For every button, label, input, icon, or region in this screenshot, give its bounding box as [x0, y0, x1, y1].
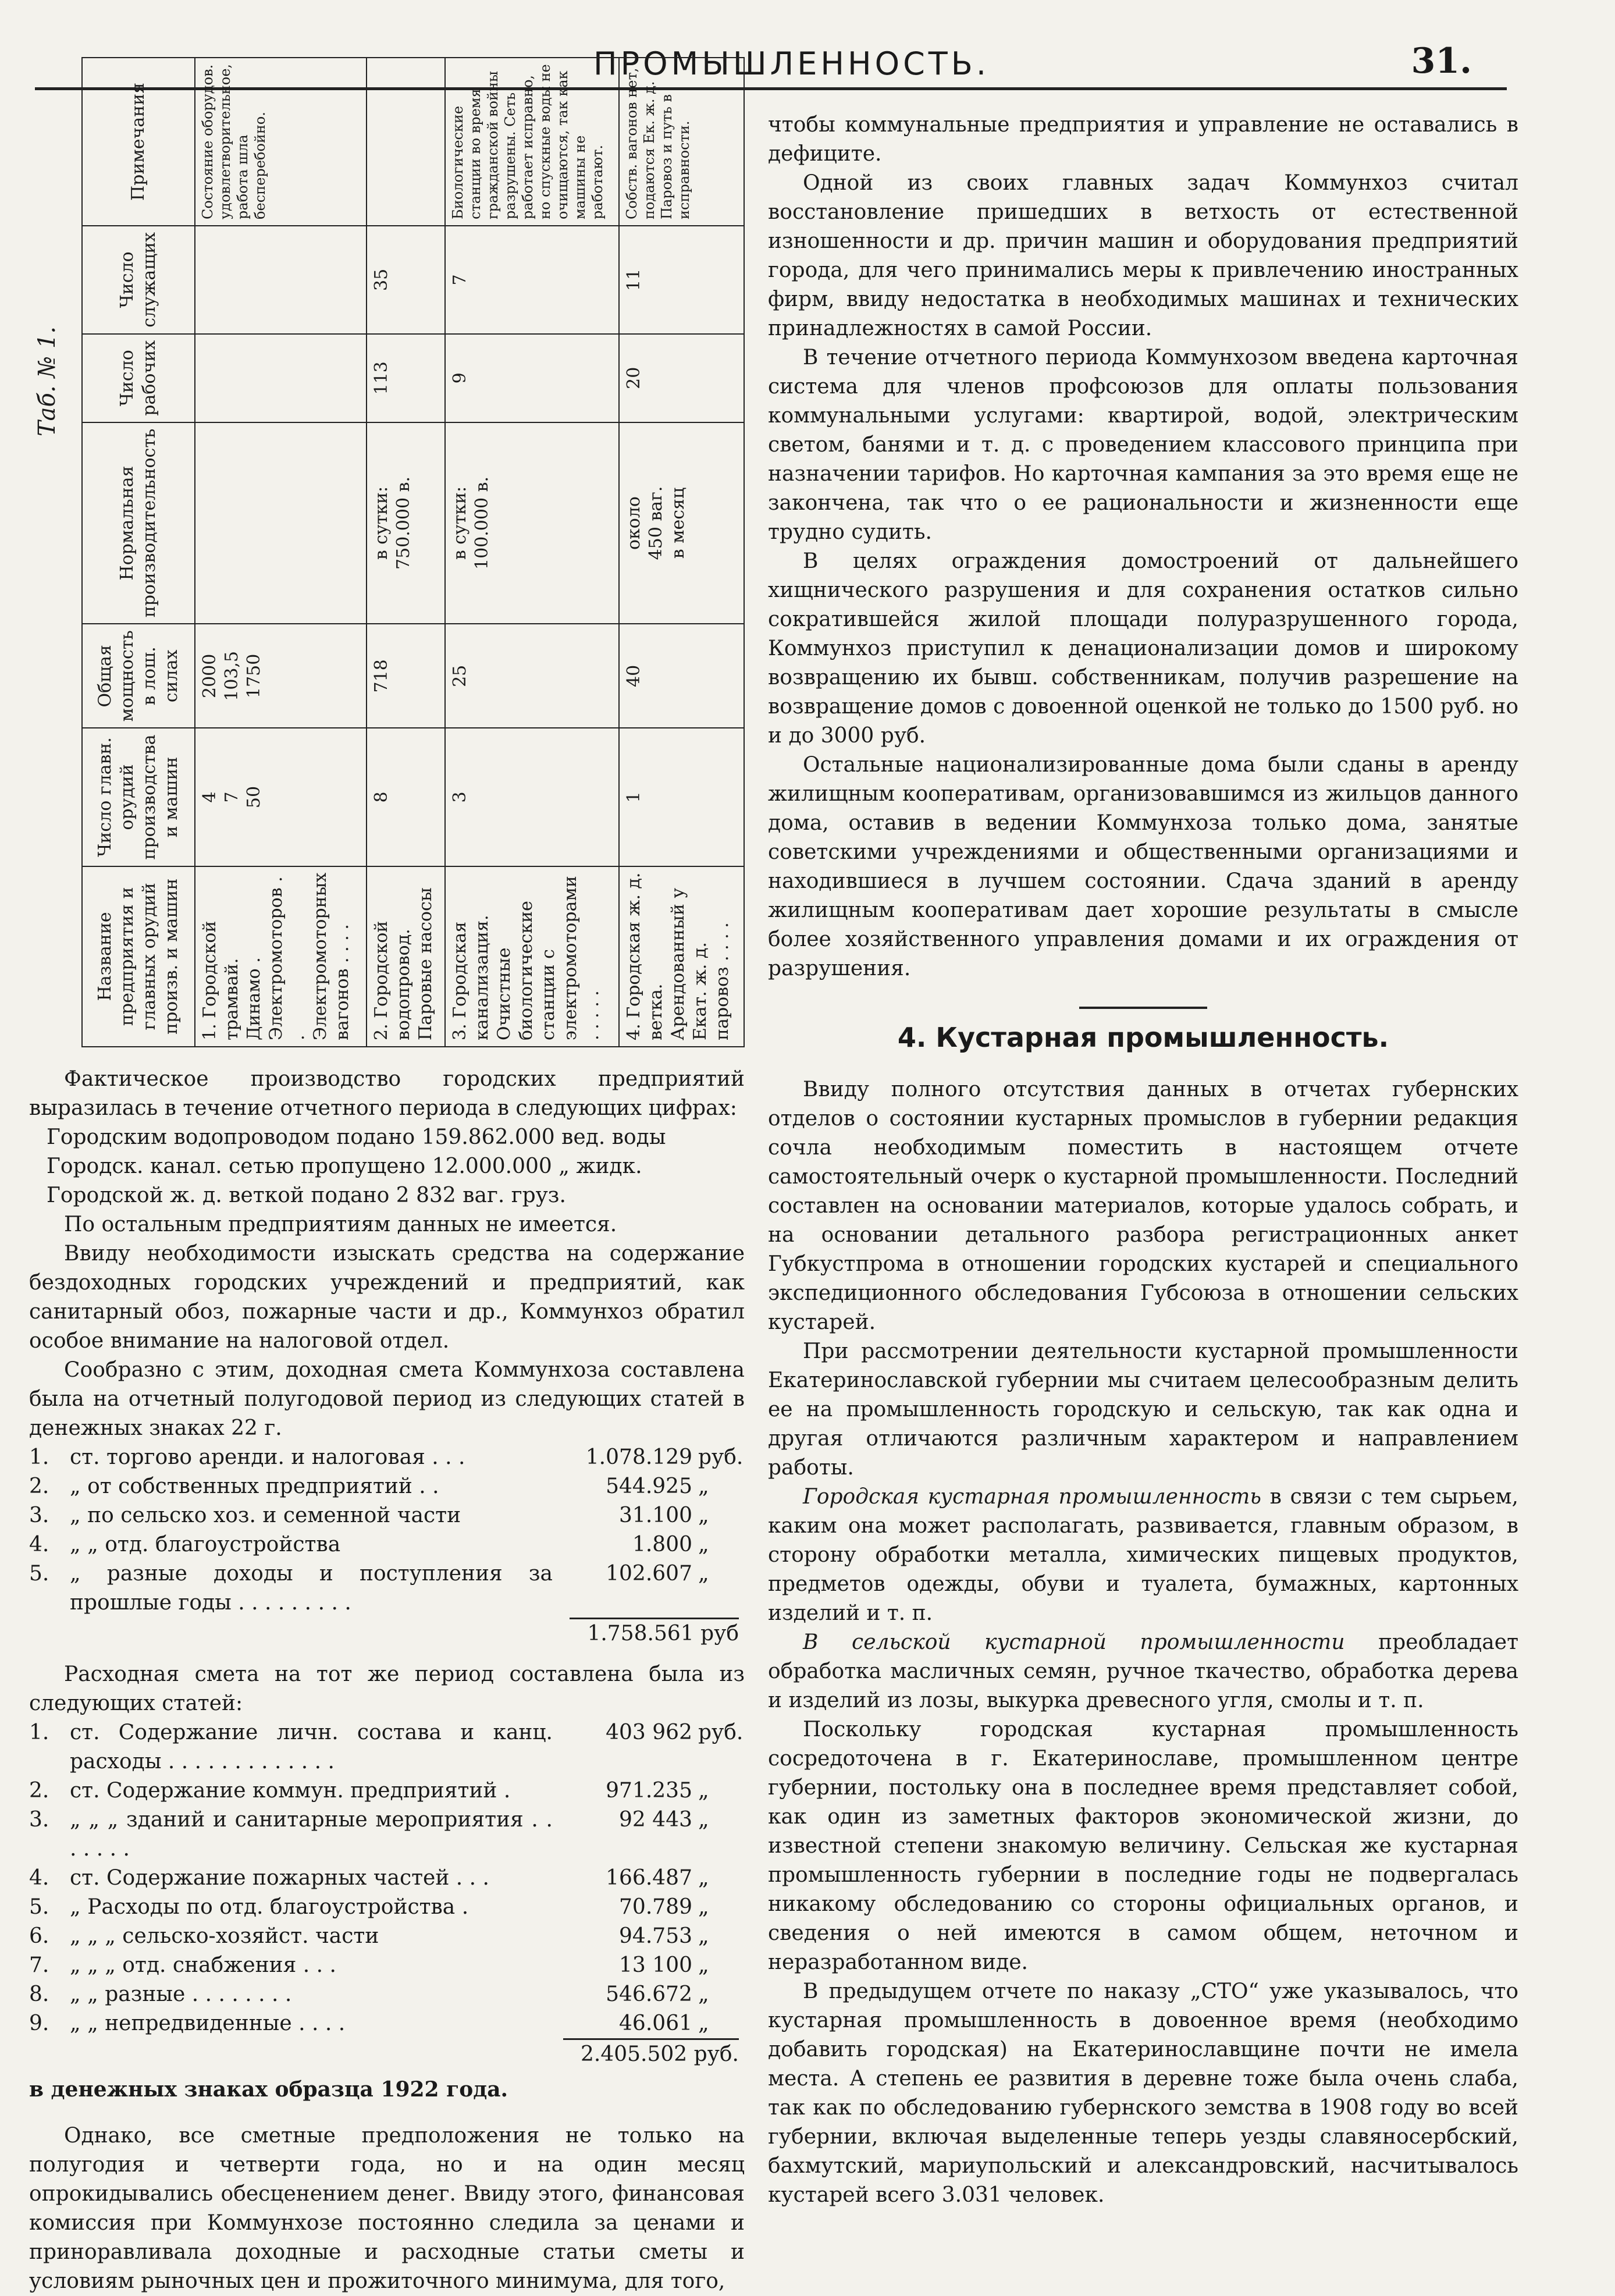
- list-item: [29, 1922, 745, 1951]
- paragraph: Расходная смета на тот же период составлена была из следующих статей:: [29, 1662, 745, 1715]
- table-cell: 4 7 50: [195, 728, 367, 866]
- table-cell: Биологические станции во время гражданской войны разрушены. Сеть работает исправно, но спускные воды не очищаются, так как машины не работают.: [445, 58, 619, 226]
- table-cell: 718: [367, 624, 445, 728]
- item-unit: „: [698, 1474, 709, 1498]
- item-amount: 971.235: [606, 1779, 692, 1803]
- item-text: „ разные доходы и поступления за прошлые годы . . . . . . . . .: [70, 1562, 553, 1615]
- item-amount: 70.789: [619, 1895, 692, 1919]
- paragraph: Остальные национализированные дома были сданы в аренду жилищным кооперативам, организовавшимся из жильцов данного дома, оставив в ведении Коммунхоза только дома, занятые советскими учреждениями и общественными организациями и находившиеся в лучшем состоянии. Сдача зданий в аренду жилищным кооперативам дает хорошие результаты в смысле более хозяйственного управления домами и их ограждения от разрушения.: [768, 753, 1518, 980]
- list-item: [29, 1472, 745, 1501]
- table-cell: 113: [367, 334, 445, 422]
- table-cell: 1. Городской трамвай. Динамо . Электромоторов . . Электромоторных вагонов . . . .: [195, 866, 367, 1047]
- paragraph: Одной из своих главных задач Коммунхоз считал восстановление пришедших в ветхость от естественной изношенности и др. причин машин и оборудования предприятий города, для чего принимались меры к привлечению иностранных фирм, ввиду недостатка в необходимых машинах и технических принадлежностях в самой России.: [768, 171, 1518, 340]
- output-line: Городским водопроводом подано 159.862.000 вед. воды: [47, 1125, 666, 1149]
- list-item: [29, 1443, 745, 1472]
- table-label: Таб. № 1.: [34, 326, 61, 436]
- item-text: „ „ „ сельско-хозяйст. части: [70, 1924, 379, 1948]
- table-header-row: [82, 58, 195, 1047]
- item-unit: „: [698, 2011, 709, 2035]
- table-cell: в сутки: 100.000 в.: [445, 422, 619, 624]
- table-cell: 9: [445, 334, 619, 422]
- paragraph: В течение отчетного периода Коммунхозом введена карточная система для членов профсоюзов для оплаты пользования коммунальными услугами: квартирой, водой, электрическим светом, банями и т. д. с проведением классового принципа при назначении тарифов. Но карточная кампания за это время еще не закончена, так что о ее рациональности и жизненности еще трудно судить.: [768, 346, 1518, 544]
- table-cell: 7: [445, 226, 619, 334]
- item-number: 2.: [29, 1474, 49, 1498]
- paragraph: При рассмотрении деятельности кустарной промышленности Екатеринославской губернии мы считаем целесообразным делить ее на промышленность городскую и сельскую, так как одна и другая отличаются различным характером и направлением работы.: [768, 1339, 1518, 1480]
- item-text: „ „ „ отд. снабжения . . .: [70, 1953, 336, 1977]
- section-title: 4. Кустарная промышленность.: [897, 1022, 1389, 1053]
- output-line: Городской ж. д. веткой подано 2 832 ваг. груз.: [47, 1183, 566, 1207]
- list-item: [29, 1805, 745, 1864]
- item-text: „ „ непредвиденные . . . .: [70, 2011, 346, 2035]
- item-unit: „: [698, 1533, 709, 1556]
- item-unit: „: [698, 1866, 709, 1890]
- table-cell: 2000 103,5 1750: [195, 624, 367, 728]
- table-cell: 20: [619, 334, 744, 422]
- item-amount: 13 100: [619, 1953, 692, 1977]
- item-amount: 546.672: [606, 1982, 692, 2006]
- paragraph: в денежных знаках образца 1922 года.: [29, 2077, 508, 2102]
- item-number: 8.: [29, 1982, 49, 2006]
- item-text: ст. Содержание личн. состава и канц. расходы . . . . . . . . . . . . .: [70, 1721, 553, 1773]
- item-amount: 31.100: [619, 1504, 692, 1527]
- paragraph: чтобы коммунальные предприятия и управление не оставались в дефиците.: [768, 113, 1518, 166]
- item-amount: 94.753: [619, 1924, 692, 1948]
- paragraph: Ввиду необходимости изыскать средства на содержание бездоходных городских учреждений и предприятий, как санитарный обоз, пожарные части и др., Коммунхоз обратил особое внимание на налоговой отдел.: [29, 1242, 745, 1353]
- item-unit: „: [698, 1982, 709, 2006]
- item-number: 1.: [29, 1445, 49, 1469]
- section-divider: [1079, 1007, 1207, 1009]
- item-unit: руб.: [698, 1445, 744, 1469]
- table-cell: 8: [367, 728, 445, 866]
- table-row: [367, 58, 445, 1047]
- table-cell: Состояние оборудов. удовлетворительное, работа шла бесперебойно.: [195, 58, 367, 226]
- item-number: 9.: [29, 2011, 49, 2035]
- table-cell: около 450 ваг. в месяц: [619, 422, 744, 624]
- table-cell: 11: [619, 226, 744, 334]
- list-item: [29, 1718, 745, 1776]
- table-header-cell: Название предприятия и главных орудий произв. и машин: [82, 866, 195, 1047]
- expense-list: [29, 1718, 745, 2038]
- paragraph: В предыдущем отчете по наказу „СТО“ уже указывалось, что кустарная промышленность в довоенное время (необходимо добавить городская) на Екатеринославщине почти не имела места. А степень ее развития в деревне тоже была очень слаба, так как по обследованию губернского земства в 1908 году во всей губернии, включая выделенные теперь уезды славяносербский, бахмутский, мариупольский и александровский, насчитывалось кустарей всего 3.031 человек.: [768, 1979, 1518, 2207]
- item-text: ст. Содержание пожарных частей . . .: [70, 1866, 490, 1890]
- page-number: 31.: [1411, 41, 1472, 81]
- list-item: [29, 1559, 745, 1618]
- item-amount: 1.800: [632, 1533, 692, 1556]
- table-cell: 4. Городская ж. д. ветка. Арендованный у Екат. ж. д. паровоз . . . .: [619, 866, 744, 1047]
- enterprise-table: [81, 57, 745, 1047]
- item-number: 1.: [29, 1721, 49, 1744]
- item-text: „ „ „ зданий и санитарные мероприятия . . . . . . .: [70, 1808, 553, 1861]
- list-item: [29, 1530, 745, 1559]
- table-cell: 25: [445, 624, 619, 728]
- item-amount: 544.925: [606, 1474, 692, 1498]
- output-line: Городск. канал. сетью пропущено 12.000.000 „ жидк.: [47, 1154, 642, 1178]
- table-cell: Собств. вагонов нет, подаются Ек. ж. д. Паровоз и путь в исправности.: [619, 58, 744, 226]
- paragraph: В сельской кустарной промышленности преобладает обработка масличных семян, ручное ткачество, обработка дерева и изделий из лозы, выкурка древесного угля, смолы и т. п.: [768, 1630, 1518, 1712]
- item-unit: „: [698, 1953, 709, 1977]
- table-cell: в сутки: 750.000 в.: [367, 422, 445, 624]
- item-number: 2.: [29, 1779, 49, 1803]
- table-header-cell: Примечания: [82, 58, 195, 226]
- item-number: 5.: [29, 1895, 49, 1919]
- item-number: 3.: [29, 1504, 49, 1527]
- item-unit: руб.: [698, 1721, 744, 1744]
- table-block: [17, 63, 756, 1053]
- item-amount: 403 962: [606, 1721, 692, 1744]
- paragraph: Однако, все сметные предположения не только на полугодия и четверти года, но и на один месяц опрокидывались обесценением денег. Ввиду этого, финансовая комиссия при Коммунхозе постоянно следила за ценами и приноравливала доходные и расходные статьи сметы и условиям рыночных цен и прожиточного минимума, для того,: [29, 2124, 745, 2293]
- list-item: [29, 1864, 745, 1893]
- paragraph: Поскольку городская кустарная промышленность сосредоточена в г. Екатеринославе, промышленном центре губернии, постольку она в последнее время представляет собой, как один из заметных факторов экономической жизни, до известной степени знакомую величину. Сельская же кустарная промышленность губернии в последние годы не подвергалась никакому обследованию со стороны официальных органов, и сведения о ней имеются в самом общем, неточном и неразработанном виде.: [768, 1718, 1518, 1974]
- right-column: [768, 111, 1518, 2210]
- table-cell: 35: [367, 226, 445, 334]
- paragraph: Ввиду полного отсутствия данных в отчетах губернских отделов о состоянии кустарных промыслов в губернии редакция сочла необходимым поместить в настоящем отчете самостоятельный очерк о кустарной промышленности. Последний составлен на основании материалов, которые удалось собрать, и на основании детального разбора регистрационных анкет Губкустпрома в отношении городских кустарей и специального экспедиционного обследования Губсоюза в отношении сельских кустарей.: [768, 1078, 1518, 1334]
- table-header-cell: Число главн. орудий производства и машин: [82, 728, 195, 866]
- table-header-cell: Число служащих: [82, 226, 195, 334]
- item-amount: 46.061: [619, 2011, 692, 2035]
- table-row: [619, 58, 744, 1047]
- paragraph: По остальным предприятиям данных не имеется.: [64, 1213, 617, 1236]
- table-cell: 3: [445, 728, 619, 866]
- list-item: [29, 1893, 745, 1922]
- table-cell: [195, 334, 367, 422]
- item-number: 7.: [29, 1953, 49, 1977]
- table-header-cell: Нормальная производительность: [82, 422, 195, 624]
- item-number: 6.: [29, 1924, 49, 1948]
- item-number: 3.: [29, 1808, 49, 1832]
- table-cell: [195, 226, 367, 334]
- income-total: 1.758.561 руб: [29, 1618, 745, 1648]
- table-header-cell: Общая мощность в лош. силах: [82, 624, 195, 728]
- emphasis: В сельской кустарной промышленности: [803, 1630, 1345, 1654]
- list-item: [29, 1980, 745, 2009]
- item-text: ст. Содержание коммун. предприятий .: [70, 1779, 511, 1803]
- list-item: [29, 1776, 745, 1805]
- item-number: 4.: [29, 1533, 49, 1556]
- paragraph: Сообразно с этим, доходная смета Коммунхоза составлена была на отчетный полугодовой период из следующих статей в денежных знаках 22 г.: [29, 1358, 745, 1440]
- paragraph: Городская кустарная промышленность в связи с тем сырьем, каким она может располагать, развивается, главным образом, в сторону обработки металла, химических пищевых продуктов, предметов одежды, обуви и туалета, бумажных, картонных изделий и т. п.: [768, 1485, 1518, 1625]
- item-amount: 166.487: [606, 1866, 692, 1890]
- item-amount: 1.078.129: [585, 1445, 692, 1469]
- table-cell: [195, 422, 367, 624]
- table-header-cell: Число рабочих: [82, 334, 195, 422]
- table-cell: [367, 58, 445, 226]
- item-unit: „: [698, 1808, 709, 1832]
- item-text: ст. торгово аренди. и налоговая . . .: [70, 1445, 465, 1469]
- item-unit: „: [698, 1895, 709, 1919]
- list-item: [29, 2009, 745, 2038]
- rotated-table: [81, 63, 745, 1047]
- table-row: [195, 58, 367, 1047]
- item-unit: „: [698, 1562, 709, 1586]
- item-amount: 92 443: [619, 1808, 692, 1832]
- item-number: 5.: [29, 1562, 49, 1586]
- list-item: [29, 1951, 745, 1980]
- list-item: [29, 1501, 745, 1530]
- item-amount: 102.607: [606, 1562, 692, 1586]
- table-cell: 1: [619, 728, 744, 866]
- item-text: „ „ отд. благоустройства: [70, 1533, 341, 1556]
- item-text: „ Расходы по отд. благоустройства .: [70, 1895, 469, 1919]
- item-unit: „: [698, 1779, 709, 1803]
- table-cell: 40: [619, 624, 744, 728]
- item-text: „ „ разные . . . . . . . .: [70, 1982, 292, 2006]
- paragraph: В целях ограждения домостроений от дальнейшего хищнического разрушения и для сохранения остатков сильно сократившейся жилой площади полуразрушенного города, Коммунхоз приступил к денационализации домов и широкому возвращению их бывш. собственникам, получив разрешение на возвращение домов с довоенной оценкой не только до 1500 руб. но и до 3000 руб.: [768, 549, 1518, 748]
- item-unit: „: [698, 1924, 709, 1948]
- expense-total: 2.405.502 руб.: [29, 2038, 745, 2069]
- item-text: „ по сельско хоз. и семенной части: [70, 1504, 461, 1527]
- paragraph: Фактическое производство городских предприятий выразилась в течение отчетного периода в следующих цифрах:: [29, 1067, 745, 1120]
- item-text: „ от собственных предприятий . .: [70, 1474, 439, 1498]
- running-title: ПРОМЫШЛЕННОСТЬ.: [593, 45, 990, 82]
- emphasis: Городская кустарная промышленность: [803, 1485, 1261, 1509]
- table-cell: 2. Городской водопровод. Паровые насосы: [367, 866, 445, 1047]
- item-unit: „: [698, 1504, 709, 1527]
- table-cell: 3. Городская канализация. Очистные биологические станции с электромоторами . . . . .: [445, 866, 619, 1047]
- table-row: [445, 58, 619, 1047]
- left-column: [29, 1065, 745, 2296]
- item-number: 4.: [29, 1866, 49, 1890]
- income-list: [29, 1443, 745, 1618]
